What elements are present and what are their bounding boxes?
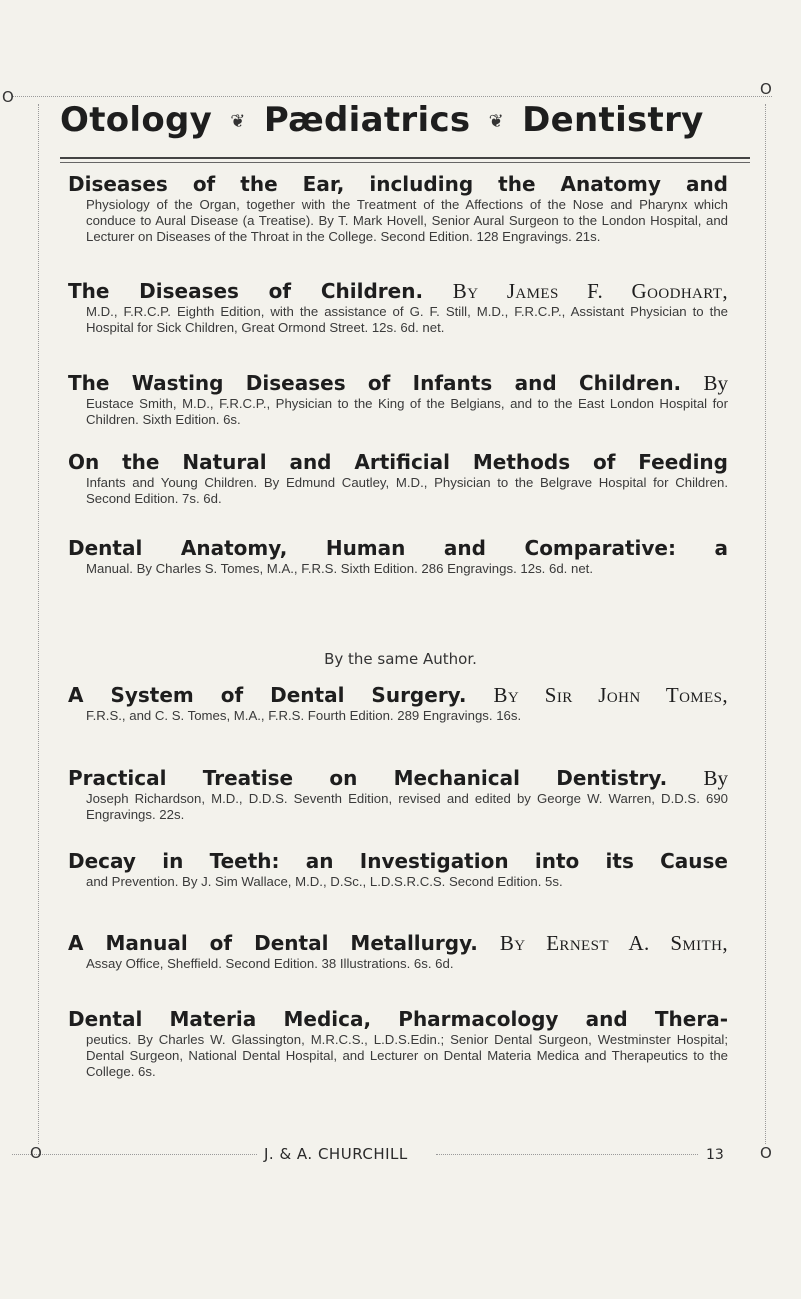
book-author: By	[703, 766, 728, 790]
book-entry	[68, 449, 728, 507]
corner-ornament-top-left: O	[2, 88, 14, 106]
book-description: Infants and Young Children. By Edmund Cautley, M.D., Physician to the Belgrave Hospital for Children. Second Edition. 7s. 6d.	[86, 475, 728, 506]
book-title-text: Practical Treatise on Mechanical Dentistry.	[68, 766, 668, 790]
corner-ornament-bottom-right: O	[760, 1144, 772, 1162]
header-otology: Otology	[60, 100, 213, 140]
book-author: By	[703, 371, 729, 395]
book-description: and Prevention. By J. Sim Wallace, M.D., D.Sc., L.D.S.R.C.S. Second Edition. 5s.	[86, 874, 563, 889]
book-title-text: The Wasting Diseases of Infants and Children.	[68, 371, 682, 395]
corner-ornament-bottom-left: O	[30, 1144, 42, 1162]
left-border	[38, 104, 39, 1144]
section-subheading: By the same Author.	[324, 650, 477, 668]
book-entry	[68, 370, 728, 428]
book-title: On the Natural and Artificial Methods of Feeding	[68, 450, 728, 474]
book-description: Eustace Smith, M.D., F.R.C.P., Physician to the King of the Belgians, and to the East London Hospital for Children. Sixth Edition. 6s.	[86, 396, 728, 427]
book-description: Assay Office, Sheffield. Second Edition. 38 Illustrations. 6s. 6d.	[86, 956, 454, 971]
book-title-text: A Manual of Dental Metallurgy.	[68, 931, 478, 955]
header-dentistry: Dentistry	[522, 100, 704, 140]
book-description: peutics. By Charles W. Glassington, M.R.C.S., L.D.S.Edin.; Senior Dental Surgeon, Westminster Hospital; Dental Surgeon, National Dental Hospital, and Lecturer on Dental Materia Medica and Therapeutics to the College. 6s.	[86, 1032, 728, 1079]
book-title: Dental Anatomy, Human and Comparative: a	[68, 536, 728, 560]
bottom-border-right	[436, 1154, 698, 1155]
book-title: Dental Materia Medica, Pharmacology and Thera-	[68, 1007, 728, 1031]
page-number: 13	[706, 1147, 724, 1163]
book-entry	[68, 930, 728, 972]
leaf-ornament-icon: ❦	[230, 111, 246, 132]
book-entry	[68, 278, 728, 336]
book-description: Joseph Richardson, M.D., D.D.S. Seventh Edition, revised and edited by George W. Warren, D.D.S. 690 Engravings. 22s.	[86, 791, 728, 822]
leaf-ornament-icon: ❦	[488, 111, 504, 132]
book-entry	[68, 171, 728, 244]
book-description: Physiology of the Organ, together with the Treatment of the Affections of the Nose and Pharynx which conduce to Aural Disease (a Treatise). By T. Mark Hovell, Senior Aural Surgeon to the London Hospital, and Lecturer on Diseases of the Throat in the College. Second Edition. 128 Engravings. 21s.	[86, 197, 728, 244]
book-author: By Ernest A. Smith,	[499, 931, 728, 955]
book-author: By James F. Goodhart,	[452, 279, 729, 303]
book-entry	[68, 848, 728, 890]
book-title: Decay in Teeth: an Investigation into its Cause	[68, 849, 728, 873]
book-title: Diseases of the Ear, including the Anatomy and	[68, 172, 728, 196]
bottom-border	[12, 1154, 257, 1155]
book-title	[68, 370, 728, 396]
book-title	[68, 930, 728, 956]
book-title-text: A System of Dental Surgery.	[68, 683, 467, 707]
book-description: F.R.S., and C. S. Tomes, M.A., F.R.S. Fourth Edition. 289 Engravings. 16s.	[86, 708, 522, 723]
book-author: By Sir John Tomes,	[493, 683, 729, 707]
book-entry	[68, 535, 728, 577]
header-rule	[60, 157, 750, 159]
publisher-footer: J. & A. CHURCHILL	[264, 1145, 408, 1163]
book-entry	[68, 765, 728, 823]
corner-ornament-top-right: O	[760, 80, 772, 98]
book-title	[68, 765, 728, 791]
book-entry	[68, 682, 728, 724]
book-title	[68, 682, 728, 708]
header-paediatrics: Pædiatrics	[263, 100, 471, 140]
book-title	[68, 278, 728, 304]
book-description: Manual. By Charles S. Tomes, M.A., F.R.S. Sixth Edition. 286 Engravings. 12s. 6d. net.	[86, 561, 593, 576]
page-header	[60, 100, 750, 140]
book-entry	[68, 1006, 728, 1079]
book-description: M.D., F.R.C.P. Eighth Edition, with the assistance of G. F. Still, M.D., F.R.C.P., Assistant Physician to the Hospital for Sick Children, Great Ormond Street. 12s. 6d. net.	[86, 304, 728, 335]
right-border	[765, 104, 766, 1144]
book-title-text: The Diseases of Children.	[68, 279, 424, 303]
header-rule-thin	[60, 162, 750, 163]
top-border	[12, 96, 772, 97]
